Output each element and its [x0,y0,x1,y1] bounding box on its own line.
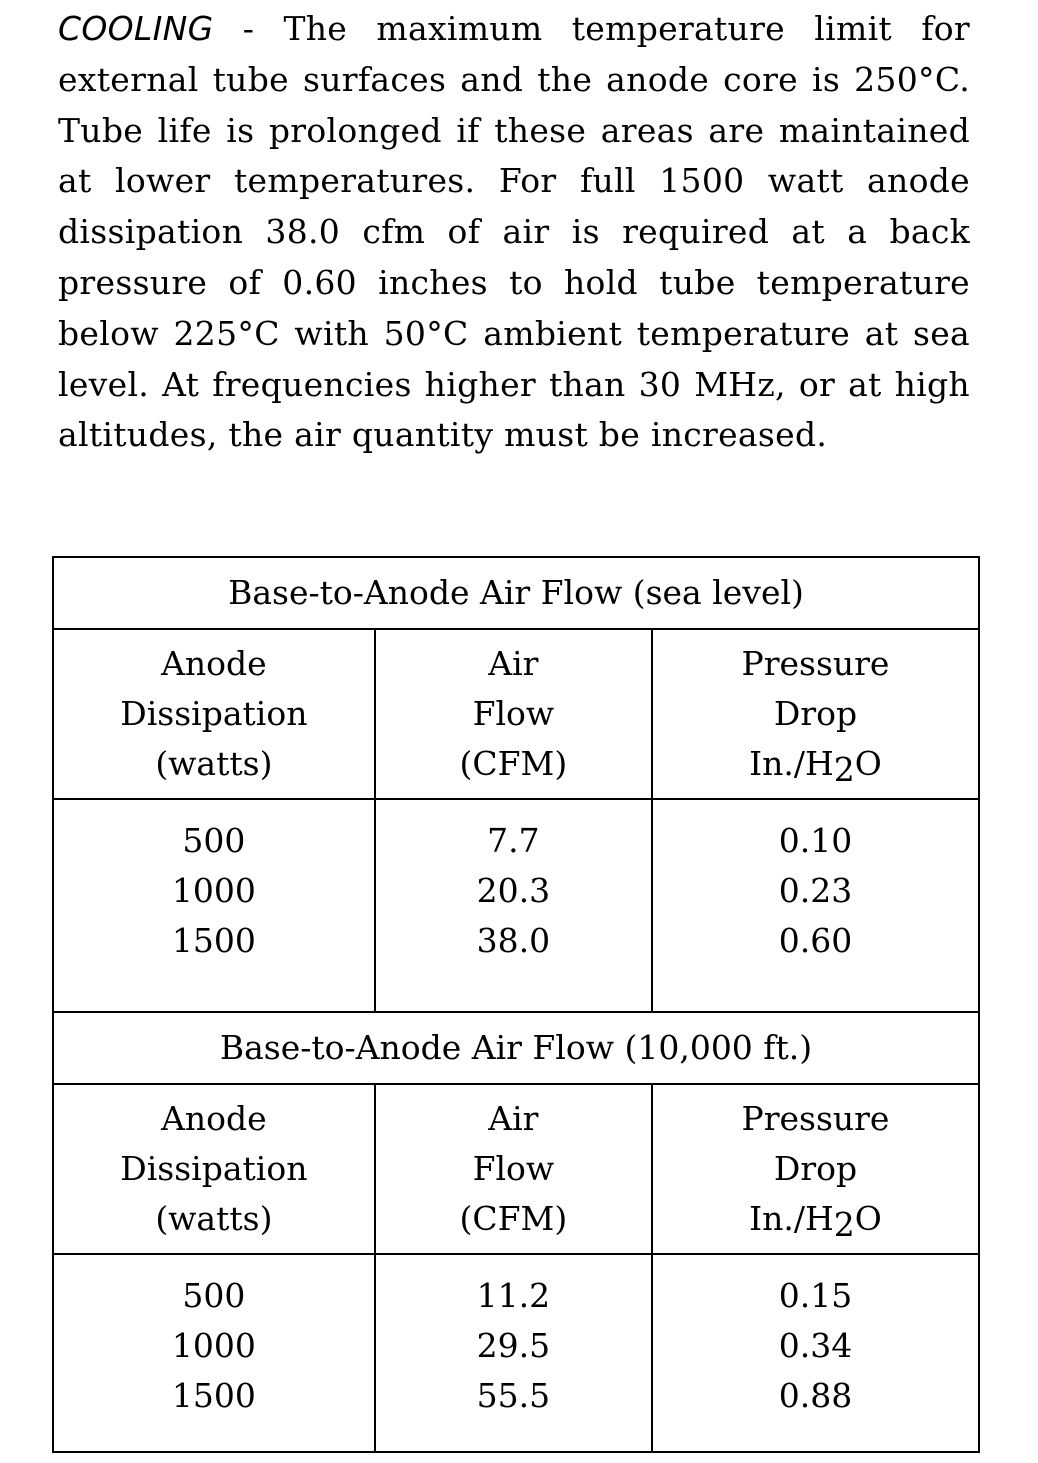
table-header-row [53,1084,979,1254]
table-title-row [53,1012,979,1084]
cooling-text: The maximum temperature limit for external tube surfaces and the anode core is 250°C. Tube life is prolonged if these areas are maintained at lower temperatures. For full 1500 watt anode dissipation 38.0 cfm of air is required at a back pressure of 0.60 inches to hold tube temperature below 225°C with 50°C ambient temperature at sea level. At frequencies higher than 30 MHz, or at high altitudes, the air quantity must be increased. [58,9,970,455]
header-line [653,739,978,789]
table-cell: 1000 [171,1326,256,1365]
header-unit-text: O [854,744,882,783]
header-line: Dissipation [120,694,308,733]
table-cell: 20.3 [476,871,551,910]
data-column-airflow [375,799,652,1012]
table-cell: 0.15 [778,1276,853,1315]
table-cell: 0.23 [778,871,853,910]
table-header-row [53,629,979,799]
data-column-dissipation [53,799,375,1012]
table-cell: 55.5 [476,1376,551,1415]
table-cell: 1000 [171,871,256,910]
header-line: (watts) [155,744,273,783]
table-cell: 38.0 [476,921,551,960]
header-line: Drop [773,694,858,733]
table-cell: 0.88 [778,1376,853,1415]
header-line: Dissipation [120,1149,308,1188]
table-cell: 0.10 [778,821,853,860]
table-cell: 1500 [171,921,256,960]
header-line: Flow [472,1149,555,1188]
data-column-pressure [652,799,979,1012]
table-cell: 11.2 [476,1276,551,1315]
table-cell: 7.7 [487,821,540,860]
data-column-dissipation [53,1254,375,1452]
header-unit-subscript: 2 [833,1205,855,1244]
header-line: Anode [161,644,267,683]
header-line: (CFM) [459,1199,568,1238]
header-line: Flow [472,694,555,733]
table-title-10000-ft: Base-to-Anode Air Flow (10,000 ft.) [53,1012,979,1084]
header-pressure-drop [652,629,979,799]
header-line: Air [488,644,539,683]
header-unit-subscript: 2 [833,750,855,789]
header-unit-text: In./H [749,744,834,783]
table-cell: 1500 [171,1376,256,1415]
cooling-paragraph [58,4,970,461]
header-line [653,1194,978,1244]
header-line: Pressure [741,1099,890,1138]
header-line: Drop [773,1149,858,1188]
data-column-airflow [375,1254,652,1452]
table-cell: 500 [182,821,246,860]
header-unit-text: O [854,1199,882,1238]
table-cell: 29.5 [476,1326,551,1365]
data-column-pressure [652,1254,979,1452]
header-air-flow [375,629,652,799]
table-cell: 0.60 [778,921,853,960]
header-air-flow [375,1084,652,1254]
header-unit-text: In./H [749,1199,834,1238]
airflow-tables [52,556,980,1453]
header-pressure-drop [652,1084,979,1254]
header-anode-dissipation [53,1084,375,1254]
header-line: Pressure [741,644,890,683]
table-row [53,799,979,1012]
header-line: (watts) [155,1199,273,1238]
cooling-heading: COOLING [58,9,214,48]
table-title-sea-level: Base-to-Anode Air Flow (sea level) [53,557,979,629]
table-cell: 0.34 [778,1326,853,1365]
table-cell: 500 [182,1276,246,1315]
header-line: Anode [161,1099,267,1138]
table-title-row [53,557,979,629]
heading-separator: - [213,9,284,48]
table-row [53,1254,979,1452]
header-anode-dissipation [53,629,375,799]
header-line: Air [488,1099,539,1138]
header-line: (CFM) [459,744,568,783]
